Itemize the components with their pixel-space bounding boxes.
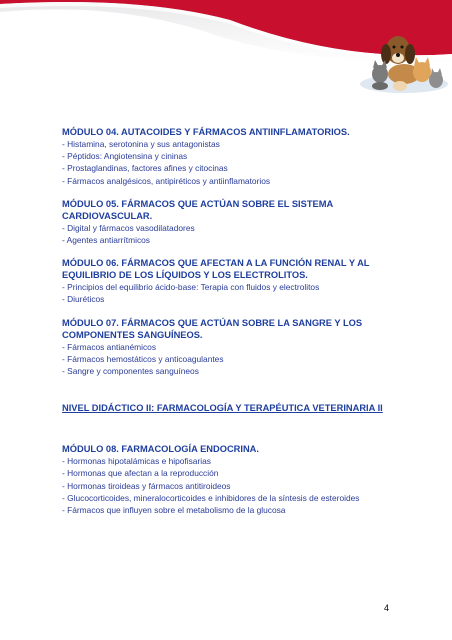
module-07-item: - Sangre y componentes sanguíneos — [62, 366, 199, 377]
module-08-item: - Hormonas tiroideas y fármacos antitiroideos — [62, 480, 231, 491]
module-08-item: - Glucocorticoides, mineralocorticoides e inhibidores de la síntesis de esteroides — [62, 492, 360, 503]
module-05-item: - Digital y fármacos vasodilatadores — [62, 222, 195, 233]
module-04-section — [62, 126, 402, 187]
module-04-item: - Fármacos analgésicos, antipiréticos y antiinflamatorios — [62, 175, 271, 186]
module-06-section — [62, 257, 402, 305]
level-heading: NIVEL DIDÁCTICO II: FARMACOLOGÍA Y TERAPÉUTICA VETERINARIA II — [62, 403, 383, 414]
module-08-section — [62, 443, 402, 516]
module-07-item: - Fármacos antianémicos — [62, 341, 157, 352]
module-04-item: - Péptidos: Angiotensina y cininas — [62, 151, 188, 162]
module-07-item: - Fármacos hemostáticos y anticoagulantes — [62, 353, 224, 364]
module-04-title: MÓDULO 04. AUTACOIDES Y FÁRMACOS ANTIINFLAMATORIOS. — [62, 127, 350, 137]
module-06-title: MÓDULO 06. FÁRMACOS QUE AFECTAN A LA FUNCIÓN RENAL Y AL EQUILIBRIO DE LOS LÍQUIDOS Y LOS ELECTROLITOS. — [62, 258, 370, 281]
page-content — [62, 126, 402, 527]
module-05-section — [62, 198, 402, 246]
module-08-item: - Hormonas hipotalámicas e hipofisarias — [62, 456, 211, 467]
module-05-title: MÓDULO 05. FÁRMACOS QUE ACTÚAN SOBRE EL SISTEMA CARDIOVASCULAR. — [62, 198, 333, 221]
module-08-item: - Hormonas que afectan a la reproducción — [62, 468, 219, 479]
module-05-item: - Agentes antiarrítmicos — [62, 235, 150, 246]
page-header — [0, 0, 452, 100]
module-06-item: - Diuréticos — [62, 294, 105, 305]
module-06-item: - Principios del equilibrio ácido-base: Terapia con fluidos y electrolitos — [62, 282, 320, 293]
module-04-item: - Prostaglandinas, factores afines y citocinas — [62, 163, 228, 174]
module-08-item: - Fármacos que influyen sobre el metabolismo de la glucosa — [62, 505, 286, 516]
module-07-section — [62, 317, 402, 378]
module-08-title: MÓDULO 08. FARMACOLOGÍA ENDOCRINA. — [62, 444, 259, 455]
module-04-item: - Histamina, serotonina y sus antagonistas — [62, 139, 220, 149]
header-banner — [0, 0, 452, 100]
module-07-title: MÓDULO 07. FÁRMACOS QUE ACTÚAN SOBRE LA SANGRE Y LOS COMPONENTES SANGUÍNEOS. — [62, 317, 363, 340]
page-number: 4 — [384, 603, 390, 613]
